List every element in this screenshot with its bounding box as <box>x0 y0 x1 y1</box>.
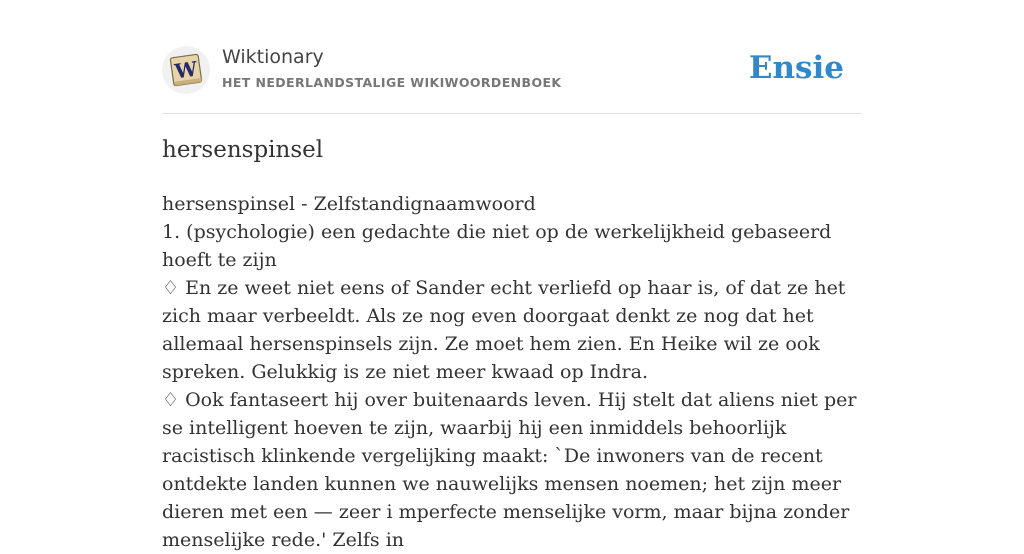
entry-title: hersenspinsel <box>162 137 324 163</box>
wiktionary-tile-icon <box>162 46 210 94</box>
page <box>162 0 862 551</box>
part-of-speech-line: hersenspinsel - Zelfstandignaamwoord <box>162 193 536 215</box>
wiktionary-logo-icon[interactable] <box>162 46 210 94</box>
header-divider <box>162 113 862 114</box>
example-sentence: ♢ Ook fantaseert hij over buitenaards leven. Hij stelt dat aliens niet per se intelligent hoeven te zijn, waarbij hij een inmiddels behoorlijk racistisch klinkende vergelijking maakt: `De inwoners van de recent ontdekte landen kunnen we nauwelijks mensen noemen; het zijn meer dieren met een — zeer i mperfecte menselijke vorm, maar bijna zonder menselijke rede.' Zelfs in <box>162 389 857 551</box>
logo-letter: W <box>173 56 199 84</box>
ensie-brand-logo[interactable]: Ensie <box>748 50 844 86</box>
definition: 1. (psychologie) een gedachte die niet op de werkelijkheid gebaseerd hoeft te zijn <box>162 221 832 271</box>
site-tagline: HET NEDERLANDSTALIGE WIKIWOORDENBOEK <box>222 75 562 90</box>
site-header <box>162 44 862 96</box>
site-name[interactable]: Wiktionary <box>222 46 324 68</box>
entry-content <box>162 190 862 554</box>
example-sentence: ♢ En ze weet niet eens of Sander echt verliefd op haar is, of dat ze het zich maar verbeeldt. Als ze nog even doorgaat denkt ze nog dat het allemaal hersenspinsels zijn. Ze moet hem zien. En Heike wil ze ook spreken. Gelukkig is ze niet meer kwaad op Indra. <box>162 277 846 383</box>
